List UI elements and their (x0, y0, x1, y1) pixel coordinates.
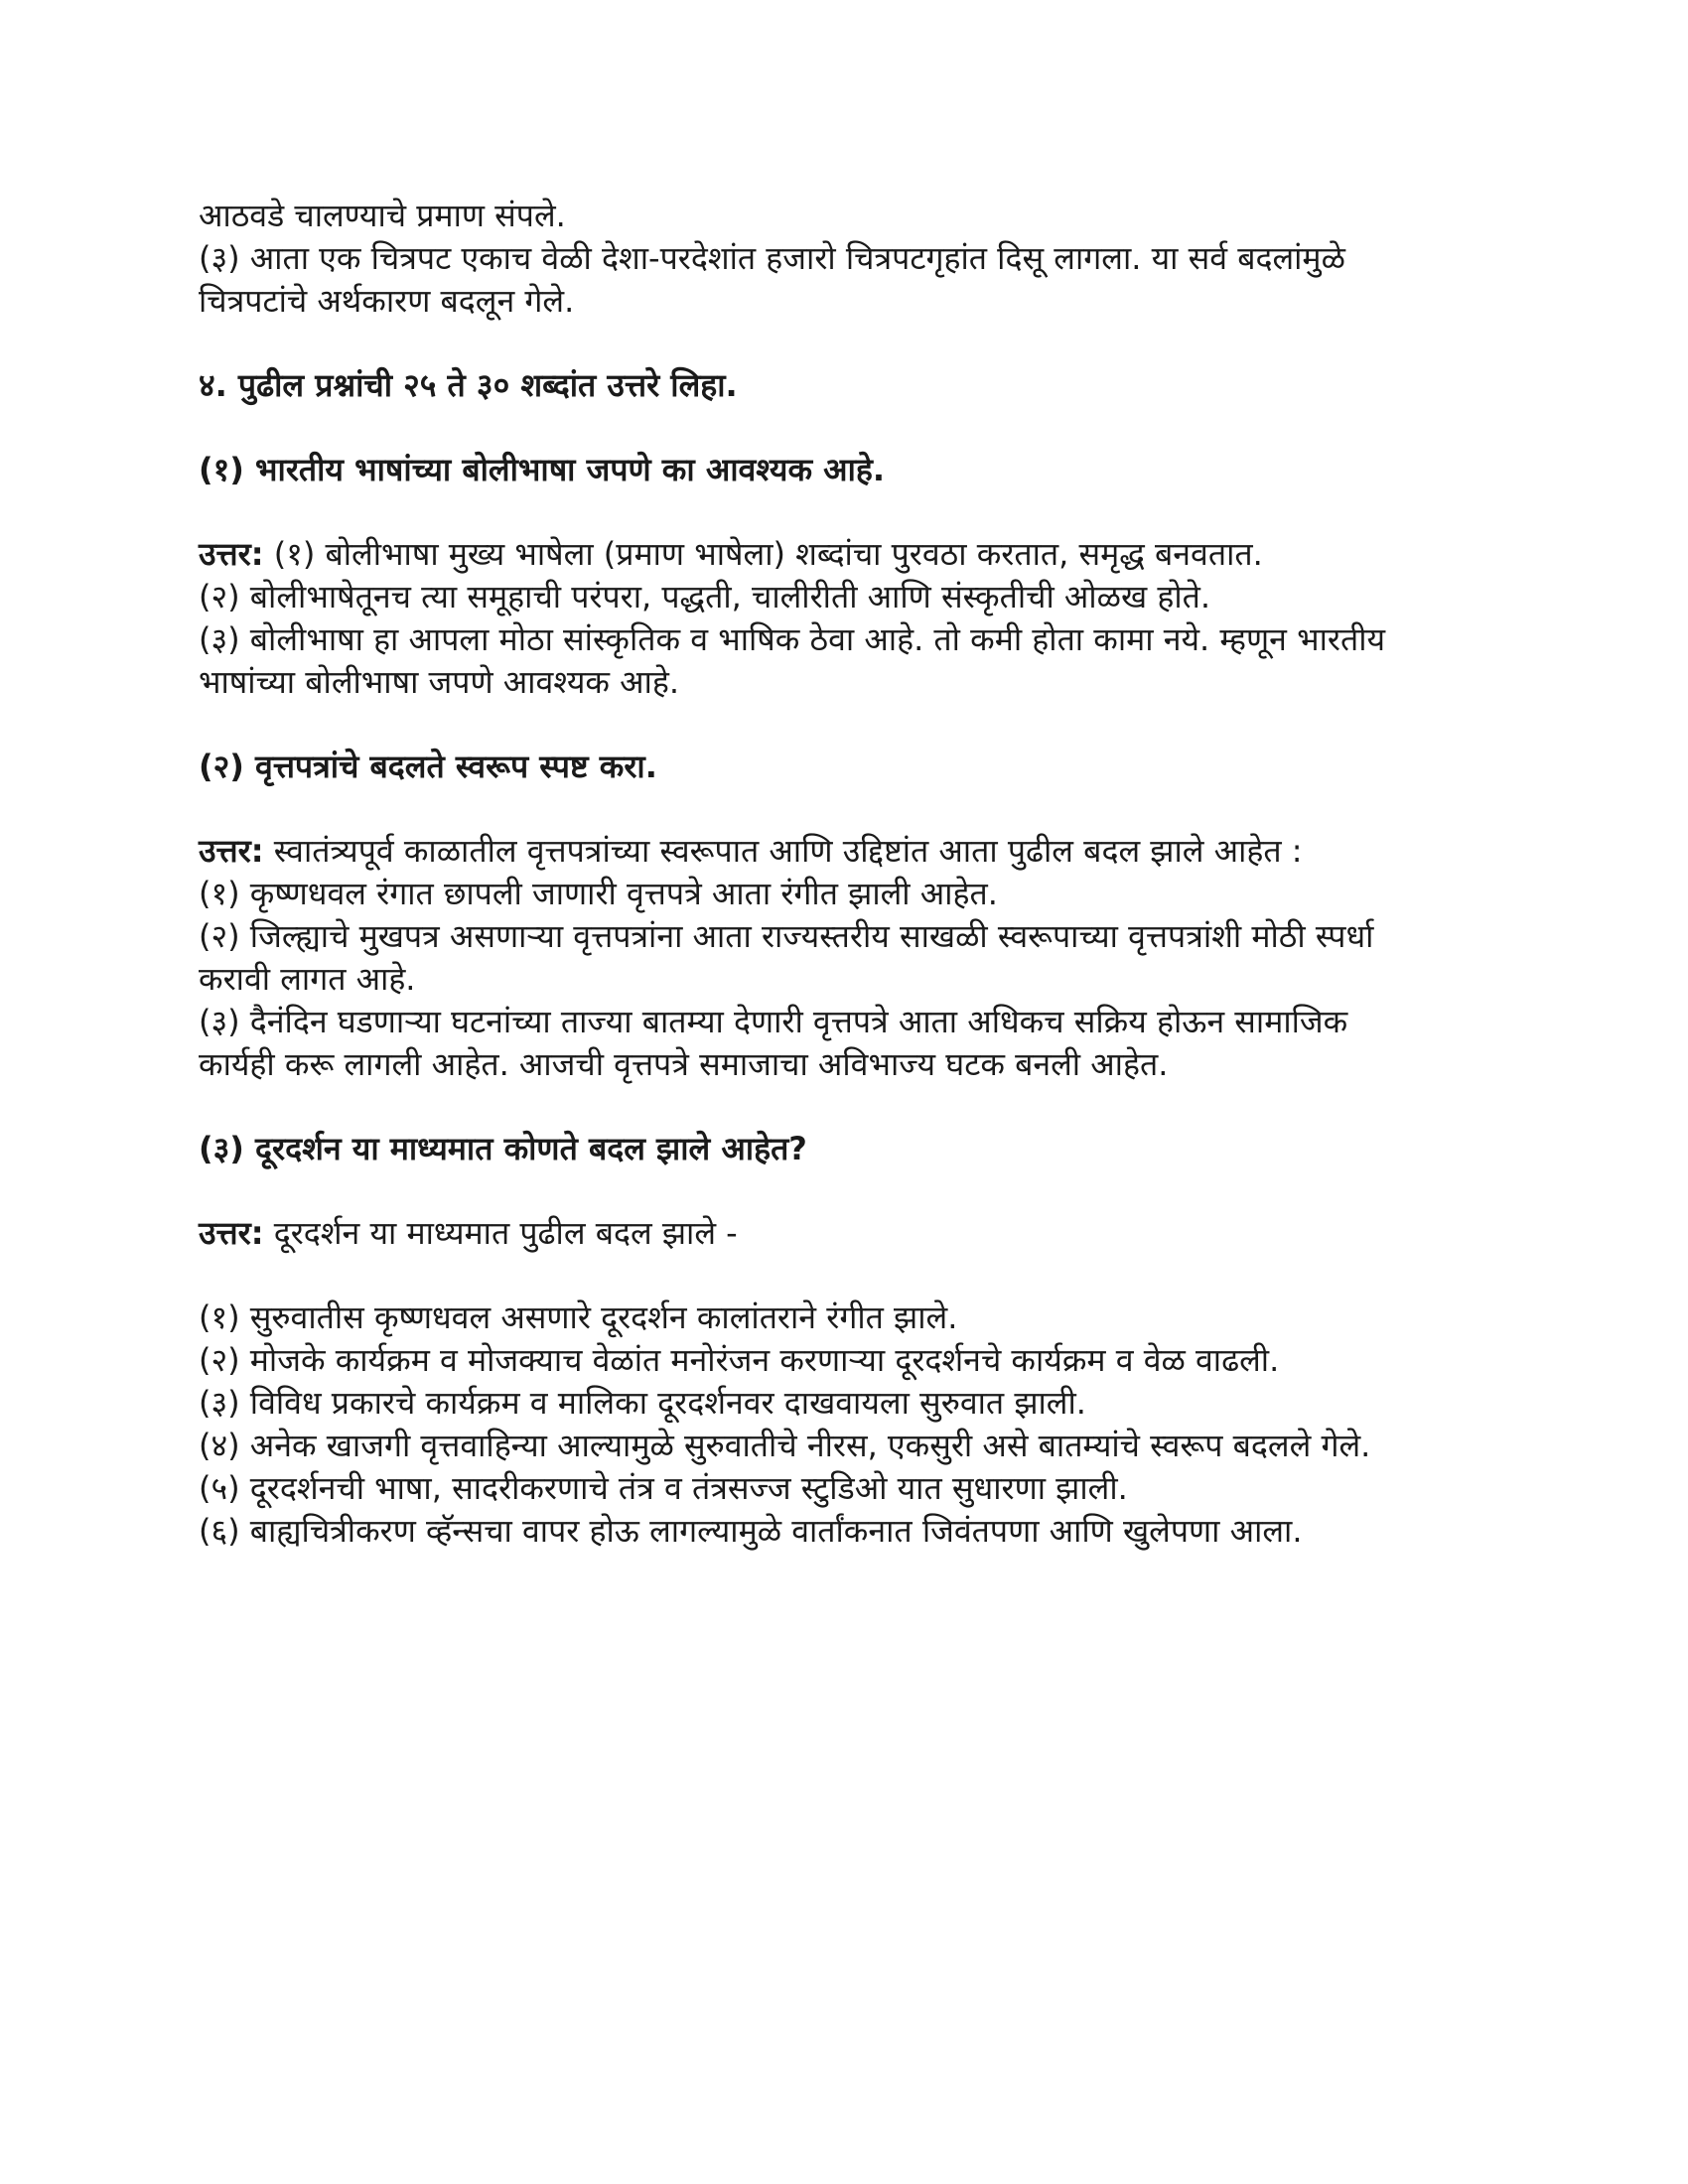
answer-2-line: (१) कृष्णधवल रंगात छापली जाणारी वृत्तपत्रे आता रंगीत झाली आहेत. (199, 875, 998, 912)
answer-3-line: (२) मोजके कार्यक्रम व मोजक्याच वेळांत मनोरंजन करणाऱ्या दूरदर्शनचे कार्यक्रम व वेळ वाढली. (199, 1341, 1280, 1379)
intro-line: आठवडे चालण्याचे प्रमाण संपले. (199, 197, 566, 234)
section-heading: ४. पुढील प्रश्नांची २५ ते ३० शब्दांत उत्तरे लिहा. (199, 366, 738, 404)
answer-3-line: (५) दूरदर्शनची भाषा, सादरीकरणाचे तंत्र व तंत्रसज्ज स्टुडिओ यात सुधारणा झाली. (199, 1469, 1128, 1507)
answer-3-line: (१) सुरुवातीस कृष्णधवल असणारे दूरदर्शन कालांतराने रंगीत झाले. (199, 1298, 958, 1336)
intro-line: (३) आता एक चित्रपट एकाच वेळी देशा-परदेशांत हजारो चित्रपटगृहांत दिसू लागला. या सर्व बदलांमुळे (199, 239, 1345, 277)
answer-2-line: करावी लागत आहे. (199, 960, 416, 998)
answer-2-line: (२) जिल्ह्याचे मुखपत्र असणाऱ्या वृत्तपत्रांना आता राज्यस्तरीय साखळी स्वरूपाच्या वृत्तपत्रांशी मोठी स्पर्धा (199, 917, 1374, 955)
document-page (199, 195, 1509, 1553)
answer-3-line: (३) विविध प्रकारचे कार्यक्रम व मालिका दूरदर्शनवर दाखवायला सुरुवात झाली. (199, 1384, 1086, 1422)
answer-2-line: (३) दैनंदिन घडणाऱ्या घटनांच्या ताज्या बातम्या देणारी वृत्तपत्रे आता अधिकच सक्रिय होऊन सामाजिक (199, 1003, 1348, 1040)
answer-2-first-line (199, 830, 1509, 873)
answer-1-line: (२) बोलीभाषेतूनच त्या समूहाची परंपरा, पद्धती, चालीरीती आणि संस्कृतीची ओळख होते. (199, 578, 1211, 615)
answer-3-line: (६) बाह्यचित्रीकरण व्हॅन्सचा वापर होऊ लागल्यामुळे वार्तांकनात जिवंतपणा आणि खुलेपणा आला. (199, 1512, 1303, 1550)
answer-text: स्वातंत्र्यपूर्व काळातील वृत्तपत्रांच्या स्वरूपात आणि उद्दिष्टांत आता पुढील बदल झाले आहेत : (263, 832, 1303, 870)
answer-text: दूरदर्शन या माध्यमात पुढील बदल झाले - (263, 1214, 738, 1252)
answer-label: उत्तर: (199, 1214, 264, 1252)
question-1: (१) भारतीय भाषांच्या बोलीभाषा जपणे का आवश्यक आहे. (199, 451, 886, 488)
answer-1-line: (३) बोलीभाषा हा आपला मोठा सांस्कृतिक व भाषिक ठेवा आहे. तो कमी होता कामा नये. म्हणून भारतीय (199, 620, 1386, 658)
question-3: (३) दूरदर्शन या माध्यमात कोणते बदल झाले आहेत? (199, 1130, 807, 1167)
intro-line: चित्रपटांचे अर्थकारण बदलून गेले. (199, 282, 575, 320)
answer-1-line: भाषांच्या बोलीभाषा जपणे आवश्यक आहे. (199, 663, 680, 701)
answer-1-first-line (199, 533, 1509, 576)
question-2: (२) वृत्तपत्रांचे बदलते स्वरूप स्पष्ट करा. (199, 748, 657, 785)
answer-3-line: (४) अनेक खाजगी वृत्तवाहिन्या आल्यामुळे सुरुवातीचे नीरस, एकसुरी असे बातम्यांचे स्वरूप बदलले गेले. (199, 1427, 1371, 1464)
answer-label: उत्तर: (199, 832, 264, 870)
answer-label: उत्तर: (199, 535, 264, 573)
answer-text: (१) बोलीभाषा मुख्य भाषेला (प्रमाण भाषेला) शब्दांचा पुरवठा करतात, समृद्ध बनवतात. (263, 535, 1263, 573)
answer-3-first-line (199, 1212, 1509, 1255)
answer-2-line: कार्यही करू लागली आहेत. आजची वृत्तपत्रे समाजाचा अविभाज्य घटक बनली आहेत. (199, 1045, 1169, 1083)
